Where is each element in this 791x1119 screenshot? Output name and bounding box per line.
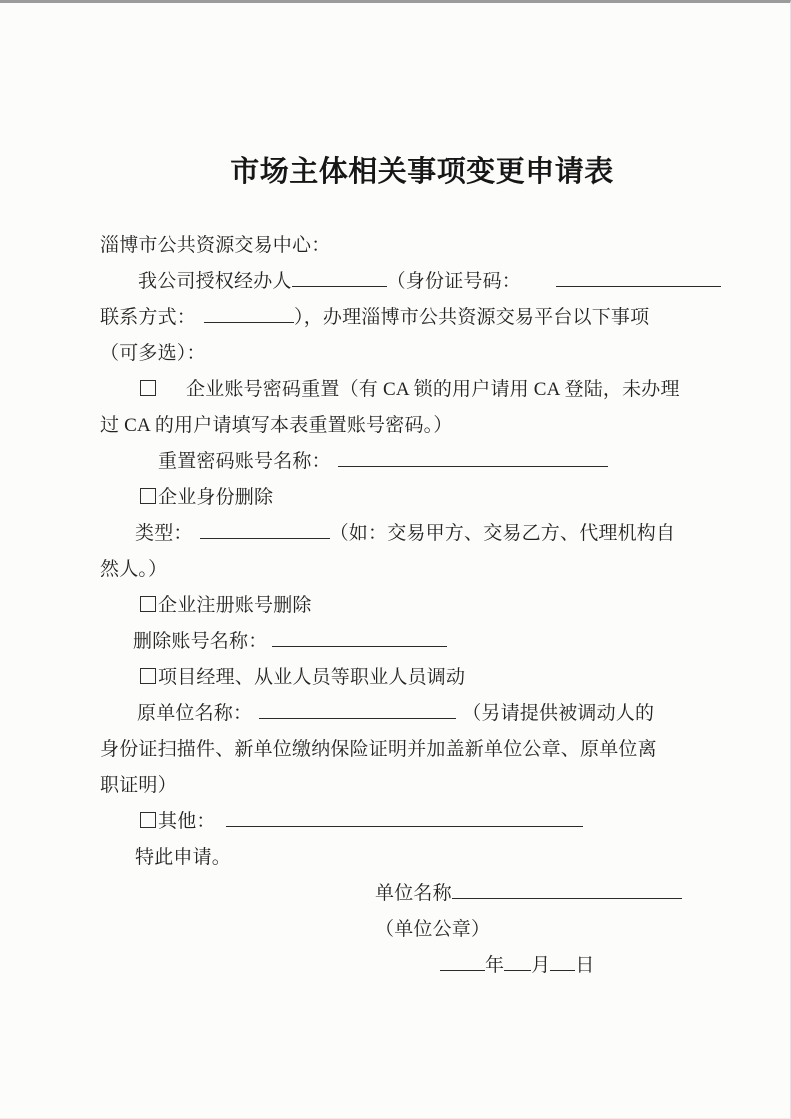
line-unit-name — [100, 876, 715, 912]
form-text: 淄博市公共资源交易中心： — [100, 235, 331, 256]
form-text: 我公司授权经办人 — [138, 271, 292, 292]
line-identity-type-continued — [100, 552, 715, 588]
form-text: 身份证扫描件、新单位缴纳保险证明并加盖新单位公章、原单位离 — [100, 739, 657, 760]
spacer — [193, 538, 200, 539]
blank-underline-field — [200, 520, 330, 539]
form-text: 然人。） — [100, 559, 168, 580]
form-text: （身份证号码： — [386, 271, 522, 292]
checkbox-icon — [140, 668, 156, 684]
form-text: 项目经理、从业人员等职业人员调动 — [158, 667, 466, 688]
checkbox-icon — [140, 812, 156, 828]
form-text: 联系方式： — [100, 307, 197, 328]
blank-underline-field — [338, 448, 608, 467]
blank-underline-field — [204, 304, 294, 323]
line-reset-account-name — [100, 444, 715, 480]
form-text: 原单位名称： — [137, 703, 253, 724]
line-transfer-note-continued-1 — [100, 732, 715, 768]
blank-underline-field — [452, 880, 682, 899]
blank-underline-field — [556, 268, 721, 287]
form-text: 其他： — [158, 811, 216, 832]
line-multi-select-note — [100, 336, 715, 372]
form-text: 企业账号密码重置（有 CA 锁的用户请用 CA 登陆，未办理 — [186, 379, 680, 400]
line-identity-type — [100, 516, 715, 552]
line-option-account-delete — [100, 588, 715, 624]
blank-underline-field — [550, 952, 575, 971]
form-text: 职证明） — [100, 775, 177, 796]
form-text: 月 — [531, 955, 551, 976]
form-text: （单位公章） — [375, 919, 491, 940]
spacer — [521, 286, 556, 287]
line-transfer-note-continued-2 — [100, 768, 715, 804]
checkbox-icon — [140, 488, 156, 504]
checkbox-icon — [140, 596, 156, 612]
form-text: 企业注册账号删除 — [158, 595, 312, 616]
line-option-personnel-transfer — [100, 660, 715, 696]
spacer — [156, 394, 186, 395]
blank-underline-field — [259, 700, 456, 719]
line-hereby-apply — [100, 840, 715, 876]
line-unit-seal — [100, 912, 715, 948]
form-text: （可多选）： — [100, 343, 206, 364]
form-text: 删除账号名称： — [133, 631, 268, 652]
checkbox-icon — [140, 380, 156, 396]
line-agent-authorization — [100, 264, 715, 300]
spacer — [331, 466, 338, 467]
blank-underline-field — [440, 952, 485, 971]
form-text: （另请提供被调动人的 — [462, 703, 655, 724]
form-text: 过 CA 的用户请填写本表重置账号密码。） — [100, 415, 453, 436]
spacer — [216, 826, 226, 827]
form-text: 企业身份删除 — [158, 487, 274, 508]
form-title: 市场主体相关事项变更申请表 — [230, 156, 614, 188]
form-text: 重置密码账号名称： — [158, 451, 331, 472]
form-text: 特此申请。 — [135, 847, 232, 868]
form-text: （如：交易甲方、交易乙方、代理机构自 — [329, 523, 676, 544]
line-option-other — [100, 804, 715, 840]
line-recipient-header — [100, 228, 715, 264]
line-option-identity-delete — [100, 480, 715, 516]
line-password-reset-continued — [100, 408, 715, 444]
form-text: 日 — [575, 955, 595, 976]
line-original-unit-name — [100, 696, 715, 732]
line-delete-account-name — [100, 624, 715, 660]
blank-underline-field — [504, 952, 531, 971]
line-option-password-reset — [100, 372, 715, 408]
form-text: 单位名称 — [375, 883, 452, 904]
line-date — [100, 948, 715, 984]
form-body — [100, 228, 715, 984]
blank-underline-field — [272, 628, 447, 647]
blank-underline-field — [226, 808, 583, 827]
form-text: 年 — [485, 955, 505, 976]
line-contact-info — [100, 300, 715, 336]
spacer — [196, 322, 204, 323]
spacer — [252, 718, 259, 719]
form-text: 类型： — [135, 523, 193, 544]
blank-underline-field — [292, 268, 387, 287]
form-text: ），办理淄博市公共资源交易平台以下事项 — [294, 307, 650, 328]
